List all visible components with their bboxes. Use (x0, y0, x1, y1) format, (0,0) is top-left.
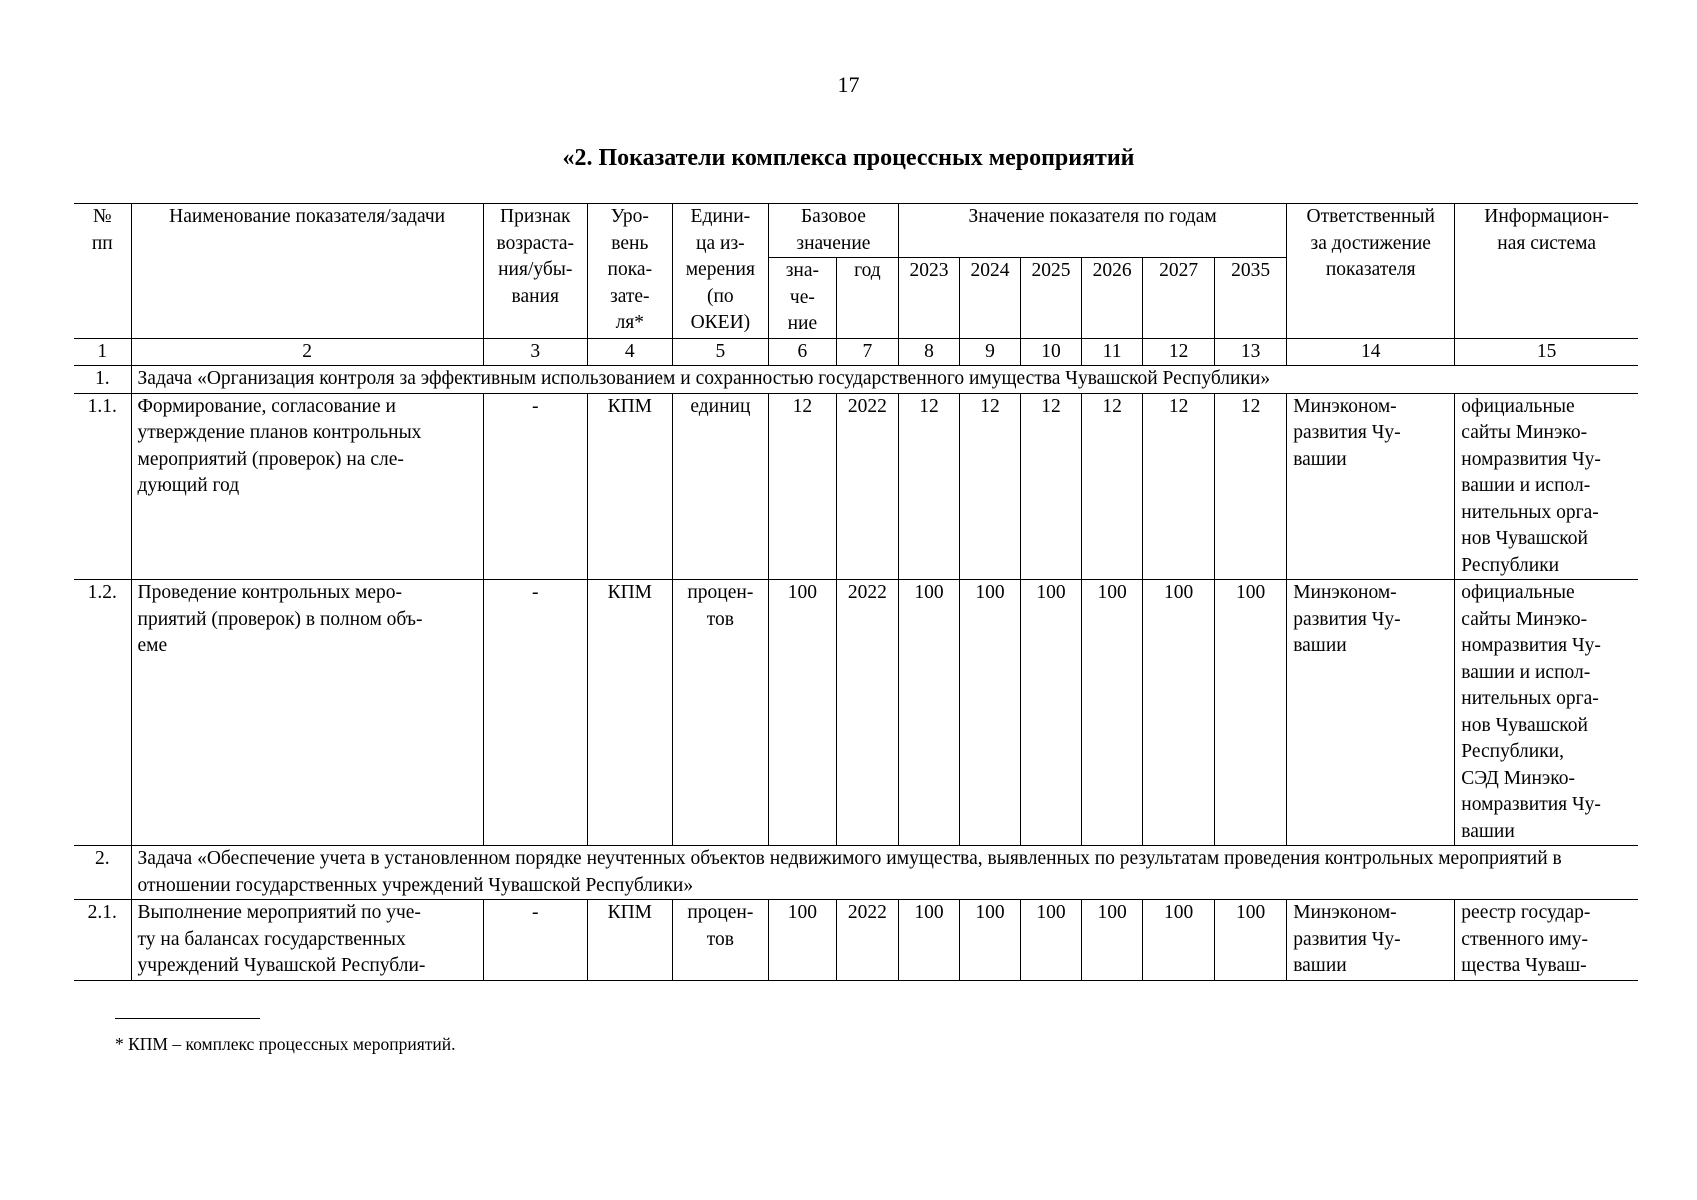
text-line: СЭД Минэко- (1461, 767, 1576, 789)
column-number: 14 (1287, 338, 1455, 366)
text-line: сайты Минэко- (1461, 422, 1588, 443)
text-line: вашии (1461, 820, 1515, 842)
year-value: 12 (898, 393, 959, 580)
year-value: 100 (1215, 900, 1287, 981)
text-line: ная система (1497, 232, 1596, 254)
column-number: 3 (483, 338, 587, 366)
task-text: Задача «Организация контроля за эффективным использованием и сохранностью государственного имущества Чувашской Республики» (131, 366, 1638, 394)
header-year: 2023 (898, 258, 959, 339)
text-line: Информацион- (1484, 206, 1610, 227)
header-year: 2027 (1143, 258, 1215, 339)
text-line: развития Чу- (1293, 422, 1401, 443)
indicator-unit (672, 393, 768, 580)
header-years-title: Значение показателя по годам (898, 204, 1286, 258)
text-line: щества Чуваш- (1461, 955, 1587, 976)
text-line: реестр государ- (1461, 902, 1591, 923)
header-year: 2024 (959, 258, 1020, 339)
year-value: 100 (1215, 580, 1287, 846)
year-value: 100 (1143, 580, 1215, 846)
text-line: Уро- (610, 206, 649, 227)
year-value: 12 (1021, 393, 1082, 580)
text-line: вашии и испол- (1461, 475, 1591, 496)
text-line: че- (789, 286, 815, 308)
text-line: Едини- (690, 206, 751, 227)
responsible (1287, 900, 1455, 981)
column-number: 6 (768, 338, 836, 366)
year-value: 100 (959, 900, 1020, 981)
year-value: 12 (959, 393, 1020, 580)
info-system (1455, 580, 1638, 846)
column-number: 5 (672, 338, 768, 366)
text-line: ту на балансах государственных (137, 928, 406, 950)
text-line: возраста- (496, 232, 574, 254)
page-number: 17 (837, 72, 860, 97)
year-value: 12 (1215, 393, 1287, 580)
text-line: значение (796, 232, 871, 254)
text-line: ния/убы- (498, 259, 573, 280)
footnote: * КПМ – комплекс процессных мероприятий. (115, 1034, 456, 1054)
text-line: тов (706, 608, 734, 630)
column-number: 13 (1215, 338, 1287, 366)
header-row (74, 204, 1638, 258)
text-line: мероприятий (проверок) на сле- (137, 448, 404, 470)
indicators-table (74, 203, 1638, 981)
info-system (1455, 393, 1638, 580)
header-name: Наименование показателя/задачи (131, 204, 483, 339)
header-sign (483, 204, 587, 339)
text-line: вашии (1293, 448, 1347, 470)
column-number: 12 (1143, 338, 1215, 366)
text-line: официальные (1461, 582, 1575, 603)
text-line: Минэконом- (1293, 582, 1397, 603)
column-number: 11 (1082, 338, 1143, 366)
text-line: развития Чу- (1293, 608, 1401, 630)
document-title: «2. Показатели комплекса процессных мероприятий (562, 145, 1135, 171)
row-number: 1. (74, 366, 131, 394)
indicator-sign: - (483, 900, 587, 981)
text-line: Формирование, согласование и (137, 395, 396, 417)
row-number: 1.2. (74, 580, 131, 846)
year-value: 100 (1021, 900, 1082, 981)
text-line: (по (707, 285, 734, 307)
task-row (74, 846, 1638, 900)
text-line: сайты Минэко- (1461, 608, 1588, 630)
indicator-unit (672, 580, 768, 846)
text-line: ОКЕИ) (690, 312, 751, 333)
header-responsible (1287, 204, 1455, 339)
text-line: Базовое (800, 206, 866, 227)
row-number: 2.1. (74, 900, 131, 981)
indicator-unit (672, 900, 768, 981)
column-number: 1 (74, 338, 131, 366)
text-line: за достижение (1310, 232, 1431, 254)
text-line: единиц (690, 395, 751, 417)
task-row (74, 366, 1638, 394)
text-line: пока- (607, 259, 653, 280)
header-num (74, 204, 131, 339)
responsible (1287, 393, 1455, 580)
indicator-row (74, 900, 1638, 981)
column-number: 15 (1455, 338, 1638, 366)
column-number: 4 (587, 338, 672, 366)
base-value: 100 (768, 900, 836, 981)
text-line: нительных орга- (1461, 688, 1599, 709)
base-year: 2022 (836, 900, 898, 981)
task-text: Задача «Обеспечение учета в установленном порядке неучтенных объектов недвижимого имущества, выявленных по результатам проведения контрольных мероприятий в отношении государственных учреждений Чувашской Республики» (131, 846, 1638, 900)
indicator-name (131, 580, 483, 846)
header-base-year: год (836, 258, 898, 339)
text-line: ственного иму- (1461, 928, 1588, 950)
indicator-name (131, 900, 483, 981)
header-base-value (768, 258, 836, 339)
header-info-system (1455, 204, 1638, 339)
year-value: 100 (898, 580, 959, 846)
indicator-name (131, 393, 483, 580)
text-line: Минэконом- (1293, 902, 1397, 923)
text-line: ние (787, 313, 818, 334)
header-year: 2026 (1082, 258, 1143, 339)
column-numbers-row (74, 338, 1638, 366)
column-number: 10 (1021, 338, 1082, 366)
year-value: 100 (1021, 580, 1082, 846)
responsible (1287, 580, 1455, 846)
year-value: 12 (1082, 393, 1143, 580)
column-number: 9 (959, 338, 1020, 366)
row-number: 1.1. (74, 393, 131, 580)
text-line: Признак (499, 206, 571, 227)
indicator-level: КПМ (587, 900, 672, 981)
text-line: Выполнение мероприятий по уче- (137, 902, 421, 923)
row-number: 2. (74, 846, 131, 900)
indicator-level: КПМ (587, 393, 672, 580)
text-line: вашии (1293, 955, 1347, 976)
text-line: тов (706, 928, 734, 950)
text-line: нов Чувашской (1461, 714, 1588, 736)
text-line: Проведение контрольных меро- (137, 582, 403, 603)
text-line: ля* (615, 312, 645, 333)
text-line: показателя (1325, 259, 1416, 280)
text-line: Республики, (1461, 741, 1564, 762)
text-line: ца из- (696, 232, 745, 254)
header-base (768, 204, 898, 258)
text-line: пп (91, 232, 113, 254)
text-line: учреждений Чувашской Республи- (137, 955, 426, 976)
text-line: приятий (проверок) в полном объ- (137, 608, 423, 630)
text-line: утверждение планов контрольных (137, 422, 422, 443)
base-value: 100 (768, 580, 836, 846)
text-line: процен- (687, 582, 754, 603)
base-year: 2022 (836, 393, 898, 580)
text-line: Ответственный (1306, 206, 1435, 227)
text-line: № (92, 206, 112, 227)
indicator-level: КПМ (587, 580, 672, 846)
text-line: вашии и испол- (1461, 661, 1591, 683)
text-line: вания (511, 285, 559, 307)
header-year: 2025 (1021, 258, 1082, 339)
header-year: 2035 (1215, 258, 1287, 339)
column-number: 2 (131, 338, 483, 366)
text-line: нительных орга- (1461, 501, 1599, 523)
text-line: Минэконом- (1293, 395, 1397, 417)
text-line: нов Чувашской (1461, 528, 1588, 549)
text-line: еме (137, 635, 168, 656)
year-value: 100 (1082, 580, 1143, 846)
indicator-sign: - (483, 580, 587, 846)
footnote-rule (115, 1018, 260, 1019)
year-value: 12 (1143, 393, 1215, 580)
info-system (1455, 900, 1638, 981)
indicator-sign: - (483, 393, 587, 580)
indicator-row (74, 580, 1638, 846)
header-level (587, 204, 672, 339)
base-year: 2022 (836, 580, 898, 846)
text-line: номразвития Чу- (1461, 448, 1601, 470)
text-line: официальные (1461, 395, 1575, 417)
text-line: вень (611, 232, 649, 254)
column-number: 8 (898, 338, 959, 366)
text-line: дующий год (137, 475, 240, 496)
text-line: процен- (687, 902, 754, 923)
text-line: зна- (785, 260, 820, 281)
year-value: 100 (959, 580, 1020, 846)
text-line: мерения (685, 259, 755, 280)
text-line: номразвития Чу- (1461, 635, 1601, 656)
column-number: 7 (836, 338, 898, 366)
text-line: развития Чу- (1293, 928, 1401, 950)
year-value: 100 (1082, 900, 1143, 981)
text-line: зате- (610, 285, 650, 307)
year-value: 100 (898, 900, 959, 981)
indicator-row (74, 393, 1638, 580)
header-unit (672, 204, 768, 339)
text-line: номразвития Чу- (1461, 794, 1601, 815)
base-value: 12 (768, 393, 836, 580)
year-value: 100 (1143, 900, 1215, 981)
text-line: вашии (1293, 635, 1347, 656)
text-line: Республики (1461, 554, 1560, 576)
